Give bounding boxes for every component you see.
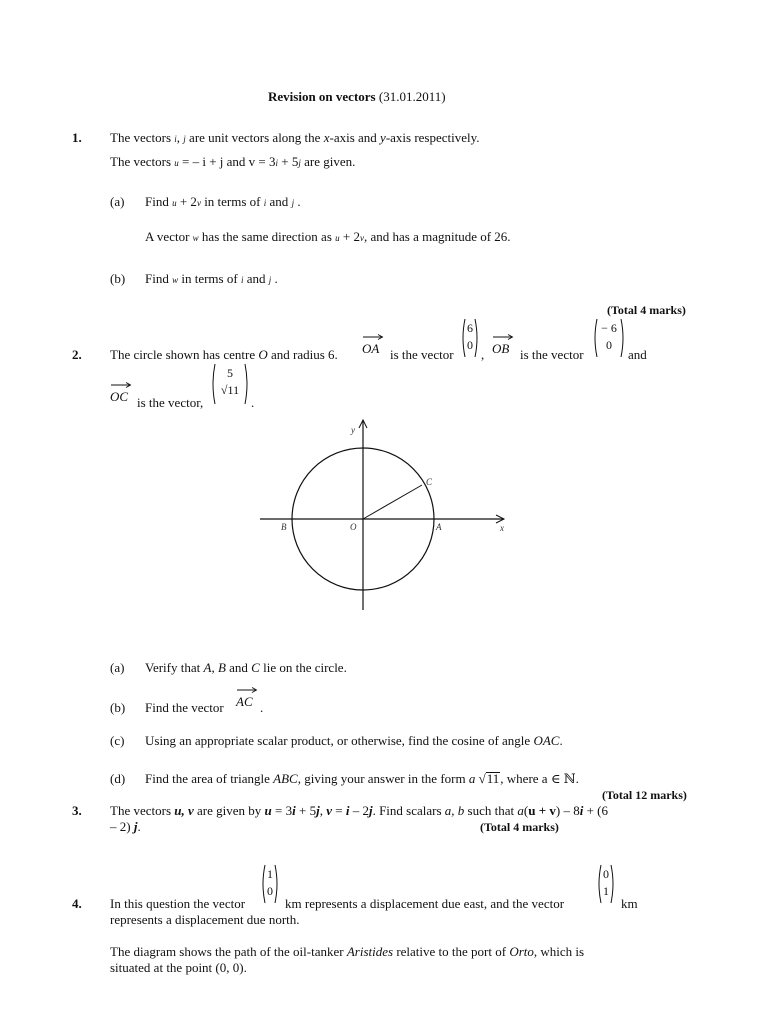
q1-text: are given. [304,154,356,169]
var-ab: a, b [444,803,465,818]
var-B: B [217,660,226,675]
vector-bottom: 0 [267,884,273,898]
q2-total-marks: (Total 12 marks) [602,788,687,802]
q2-text: The circle shown has centre [110,347,256,362]
q1-line-1 [110,130,480,147]
var-i: i [292,803,296,818]
var-a: a [468,771,476,786]
q2-line-1 [110,347,338,363]
sqrt-11: √11 [478,771,500,786]
q2-part-a: Verify that A, B and C lie on the circle. [145,660,347,675]
var-u: u [172,198,177,208]
q4-line-1a: In this question the vector [110,896,246,911]
q2-text: lie on the circle. [263,660,347,675]
q2-is-vector-2: is the vector [520,347,584,362]
var-j: j [291,198,295,208]
var-u: u [174,158,179,168]
vector-AC-label [236,690,253,710]
diagram-label-x: x [500,523,504,533]
q1-text: -axis respectively. [385,130,480,145]
var-v: v [359,233,364,243]
q2-text: , giving your answer in the form [297,771,466,786]
q1-u-expr: = – i + j [182,154,224,169]
q3-text: + (6 [586,803,608,818]
q1-line-2 [110,154,355,171]
var-O: O [258,347,268,362]
q1-middle [145,229,511,246]
column-vector-OC [210,363,250,405]
var-j: j [133,819,138,834]
q3-text: . Find scalars [372,803,442,818]
q1-text: The vectors [110,130,172,145]
q3-total-marks: (Total 4 marks) [480,820,559,834]
var-y: y [380,130,386,145]
q2-b-period: . [260,700,264,715]
q1-text: and v = 3 [226,154,276,169]
q2-text: Find the vector [145,700,224,715]
page-title [268,89,446,105]
q3-text: . [137,819,141,834]
question-1-number: 1. [72,130,82,145]
q1-text: -axis and [329,130,377,145]
vector-top: 0 [603,867,609,881]
vector-OA [362,337,379,357]
q3-text: – 2) [110,819,131,834]
vector-OB-label [492,337,509,357]
q4-line-2: represents a displacement due north. [110,912,300,927]
column-vector-north [596,864,616,904]
q3-line-2 [110,819,141,835]
port-name: Orto [509,944,534,959]
q2-text: Verify that [145,660,201,675]
var-w: w [172,275,179,285]
q2-period: . [251,395,255,410]
column-vector [592,318,626,358]
q1-part-a [145,194,301,211]
vector-top: 1 [267,867,273,881]
q4-line-3 [110,944,584,960]
var-j: j [316,803,320,818]
q1-part-a-label: (a) [110,194,125,209]
var-j: j [368,803,373,818]
q3-text: , [319,803,323,818]
ship-name: Aristides [346,944,394,959]
column-vector-OA [460,318,480,358]
vector-top: − 6 [601,321,617,335]
question-3-number: 3. [72,803,82,818]
question-4-number: 4. [72,896,82,911]
q1-text: + 5 [281,154,299,169]
vector-AC [236,690,253,710]
q3-text: The vectors [110,803,172,818]
diagram-label-A: A [436,522,442,532]
diagram-label-O: O [350,522,357,532]
var-i: i [263,198,267,208]
q3-text: + 5 [298,803,317,818]
column-vector-east [260,864,280,904]
q1-text: A vector [145,229,190,244]
var-C: C [251,660,260,675]
title-text: Revision on vectors [268,89,376,104]
q3-line-1 [110,803,608,819]
var-v: v [326,803,332,818]
q3-text: such that [467,803,515,818]
vector-top: 6 [467,321,473,335]
column-vector [260,864,280,904]
q3-text: ) – 8 [555,803,580,818]
q3-text: = 3 [275,803,293,818]
var-j: j [268,275,272,285]
diagram-label-y: y [351,425,355,435]
var-w: w [192,233,199,243]
q3-text: = [335,803,343,818]
q1-text: has the same direction as [201,229,332,244]
q4-text: , which is [533,944,585,959]
circle-diagram [250,415,520,615]
var-i: i [345,803,350,818]
var-u: u [335,233,340,243]
vector-AC-text: AC [236,694,253,709]
var-ABC: ABC [273,771,298,786]
q2-comma: , [481,347,485,362]
q1-part-b [145,271,278,288]
var-OAC: OAC [533,733,560,748]
diagram-label-C: C [426,477,433,487]
question-2-number: 2. [72,347,82,362]
var-x: x [323,130,330,145]
q2-text: and [229,660,248,675]
q1-text: Find [145,271,169,286]
vector-OB-text: OB [492,341,510,356]
vector-OC [110,385,128,405]
q4-line-1b: km represents a displacement due east, and the vector [285,896,565,911]
q2-part-c: Using an appropriate scalar product, or otherwise, find the cosine of angle OAC. [145,733,563,748]
var-v: v [196,198,201,208]
vector-OA-text: OA [362,341,380,356]
q1-text: in terms of [204,194,261,209]
vector-OA-label [362,337,379,357]
column-vector [210,363,250,405]
q1-text: . [297,194,301,209]
q2-part-a-label: (a) [110,660,125,675]
q1-text: in terms of [181,271,238,286]
q2-text: , where [500,771,539,786]
q1-text: and [269,194,289,209]
sqrt-radicand: 11 [486,771,500,786]
q1-text: Find [145,194,169,209]
vector-bottom: 0 [606,338,612,352]
q1-text: . [274,271,278,286]
q2-is-vector-1: is the vector [390,347,454,362]
q3-text: – 2 [352,803,369,818]
var-a: a [517,803,524,818]
var-A: A [203,660,212,675]
q1-text: + 2 [179,194,197,209]
q1-total-marks: (Total 4 marks) [607,303,686,317]
title-date: (31.01.2011) [378,89,446,104]
var-j: j [298,158,301,168]
vector-bottom: 1 [603,884,609,898]
column-vector [460,318,480,358]
radius-OC [363,485,422,519]
vector-OB [492,337,509,357]
var-i: i [579,803,584,818]
q2-part-d [145,771,579,787]
diagram-label-B: B [281,522,287,532]
var-i: i [174,134,177,144]
var-uv: u, v [174,803,194,818]
q1-text: + 2 [342,229,360,244]
q4-text: relative to the port of [396,944,507,959]
var-u: u [264,803,272,818]
vector-OC-label [110,385,128,405]
vector-OC-text: OC [110,389,129,404]
var-i: i [275,158,279,168]
q2-part-c-label: (c) [110,733,125,748]
q4-line-4: situated at the point (0, 0). [110,960,247,975]
q2-text: Find the area of triangle [145,771,270,786]
q2-part-d-label: (d) [110,771,126,786]
q1-text: , and has a magnitude of 26. [363,229,511,244]
var-u-plus-v: u + v [528,803,556,818]
vector-bottom: 0 [467,338,473,352]
q1-part-b-label: (b) [110,271,126,286]
q2-text: a ∈ ℕ. [541,771,579,786]
var-j: j [183,134,186,144]
vector-top: 5 [227,366,233,380]
q1-text: are unit vectors along the [189,130,321,145]
column-vector [596,864,616,904]
q1-text: The vectors [110,154,172,169]
q2-part-b [145,700,224,716]
q2-is-vector-3: is the vector, [137,395,204,410]
q3-text: ( [523,803,529,818]
q2-and: and [628,347,647,362]
q4-text: The diagram shows the path of the oil-tanker [110,944,344,959]
column-vector-OB [592,318,626,358]
q2-text: and radius 6. [271,347,338,362]
q2-part-b-label: (b) [110,700,126,715]
q4-line-1c: km [621,896,638,911]
q1-text: and [246,271,266,286]
q2-text: Using an appropriate scalar product, or otherwise, find the cosine of angle [145,733,531,748]
var-i: i [240,275,244,285]
q3-text: are given by [197,803,262,818]
vector-bottom: √11 [220,383,240,397]
q1-comma: , [176,130,181,145]
